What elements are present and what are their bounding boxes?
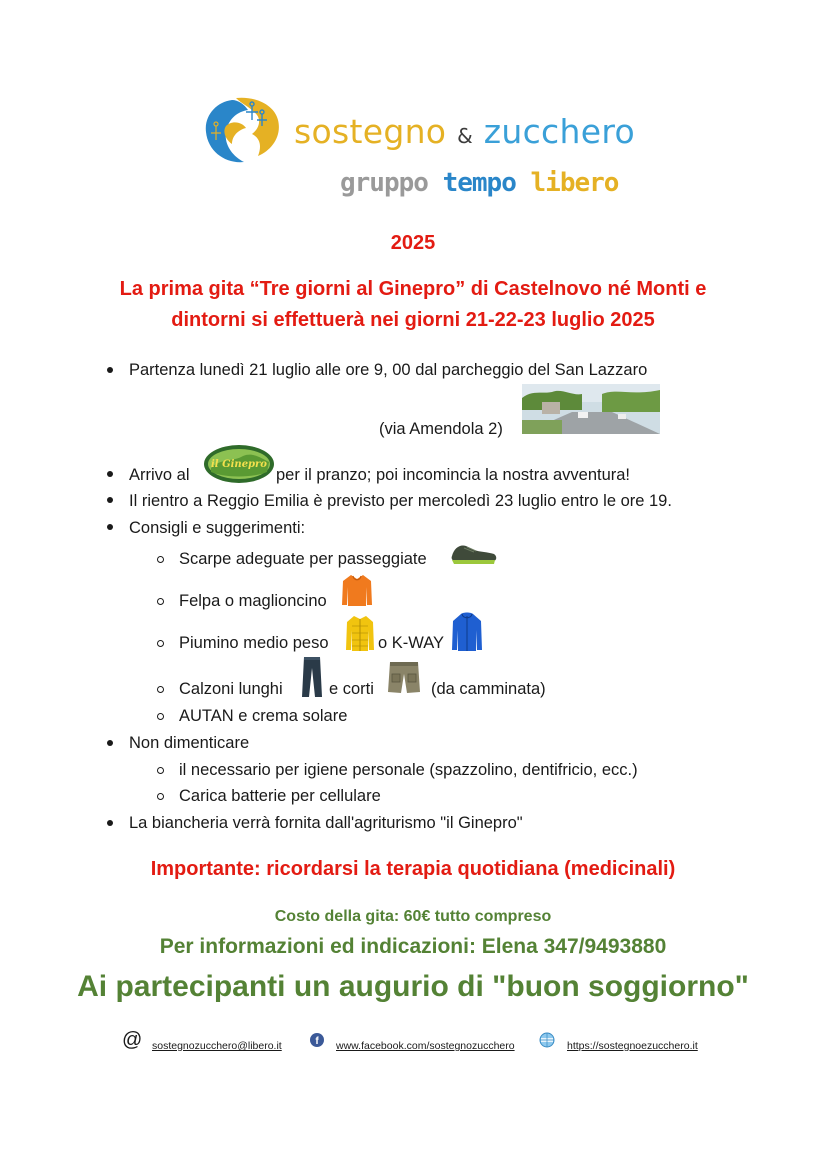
facebook-glyph: f xyxy=(315,1036,319,1047)
brand-name: sostegno & zucchero xyxy=(294,112,635,151)
sub-bullet xyxy=(157,767,164,774)
closing-wish: Ai partecipanti un augurio di "buon soggiorno" xyxy=(77,970,749,1003)
advice-pants-after: (da camminata) xyxy=(431,680,546,698)
bullet-dot xyxy=(107,820,113,826)
shorts-icon xyxy=(386,660,422,696)
advice-pants-mid: e corti xyxy=(329,680,374,698)
advice-jacket-before: Piumino medio peso xyxy=(179,634,329,652)
headline-line-1: La prima gita “Tre giorni al Ginepro” di Castelnovo né Monti e xyxy=(119,278,707,300)
website-globe-icon xyxy=(538,1032,556,1048)
year-title: 2025 xyxy=(390,232,436,254)
remember-charger: Carica batterie per cellulare xyxy=(179,787,381,805)
advice-sun: AUTAN e crema solare xyxy=(179,707,348,725)
sub-bullet xyxy=(157,598,164,605)
sub-bullet xyxy=(157,793,164,800)
advice-title: Consigli e suggerimenti: xyxy=(129,519,306,537)
email-link[interactable]: sostegnozucchero@libero.it xyxy=(152,1040,282,1052)
linen-text: La biancheria verrà fornita dall'agriturismo "il Ginepro" xyxy=(129,814,523,832)
advice-jacket-after: o K-WAY xyxy=(378,634,445,652)
sostegno-zucchero-logo xyxy=(202,96,284,166)
sub-bullet xyxy=(157,640,164,647)
bullet-dot xyxy=(107,497,113,503)
arrival-text-after: per il pranzo; poi incomincia la nostra avventura! xyxy=(276,466,631,484)
sweater-icon xyxy=(341,573,373,607)
advice-pants-before: Calzoni lunghi xyxy=(179,680,283,698)
ginepro-logo-text: il Ginepro xyxy=(211,459,267,470)
down-jacket-icon xyxy=(345,614,375,652)
advice-sweater: Felpa o maglioncino xyxy=(179,592,327,610)
shoe-icon xyxy=(450,540,498,566)
email-icon: @ xyxy=(122,1029,143,1051)
bullet-dot xyxy=(107,471,113,477)
advice-shoes: Scarpe adeguate per passeggiate xyxy=(179,550,427,568)
arrival-text-before: Arrivo al xyxy=(129,466,190,484)
return-text: Il rientro a Reggio Emilia è previsto per mercoledì 23 luglio entro le ore 19. xyxy=(129,492,672,510)
important-note: Importante: ricordarsi la terapia quotidiana (medicinali) xyxy=(150,858,676,880)
departure-address: (via Amendola 2) xyxy=(379,420,503,438)
sub-bullet xyxy=(157,686,164,693)
sub-bullet xyxy=(157,556,164,563)
remember-title: Non dimenticare xyxy=(129,734,250,752)
facebook-link[interactable]: www.facebook.com/sostegnozucchero xyxy=(336,1040,515,1052)
headline xyxy=(60,274,766,336)
bullet-dot xyxy=(107,367,113,373)
bullet-dot xyxy=(107,524,113,530)
kway-jacket-icon xyxy=(451,612,483,652)
cost-note: Costo della gita: 60€ tutto compreso xyxy=(274,908,552,925)
bullet-dot xyxy=(107,740,113,746)
brand-subtitle: gruppo tempo libero xyxy=(340,168,619,198)
ginepro-logo xyxy=(203,444,275,484)
sub-bullet xyxy=(157,713,164,720)
parking-photo xyxy=(522,384,660,434)
headline-line-2: dintorni si effettuerà nei giorni 21-22-23 luglio 2025 xyxy=(171,309,655,331)
departure-text: Partenza lunedì 21 luglio alle ore 9, 00 dal parcheggio del San Lazzaro xyxy=(129,361,648,379)
contact-info: Per informazioni ed indicazioni: Elena 347/9493880 xyxy=(159,935,667,958)
long-pants-icon xyxy=(299,656,325,698)
website-link[interactable]: https://sostegnoezucchero.it xyxy=(567,1040,698,1052)
remember-hygiene: il necessario per igiene personale (spazzolino, dentifricio, ecc.) xyxy=(179,761,638,779)
facebook-icon xyxy=(310,1033,324,1047)
